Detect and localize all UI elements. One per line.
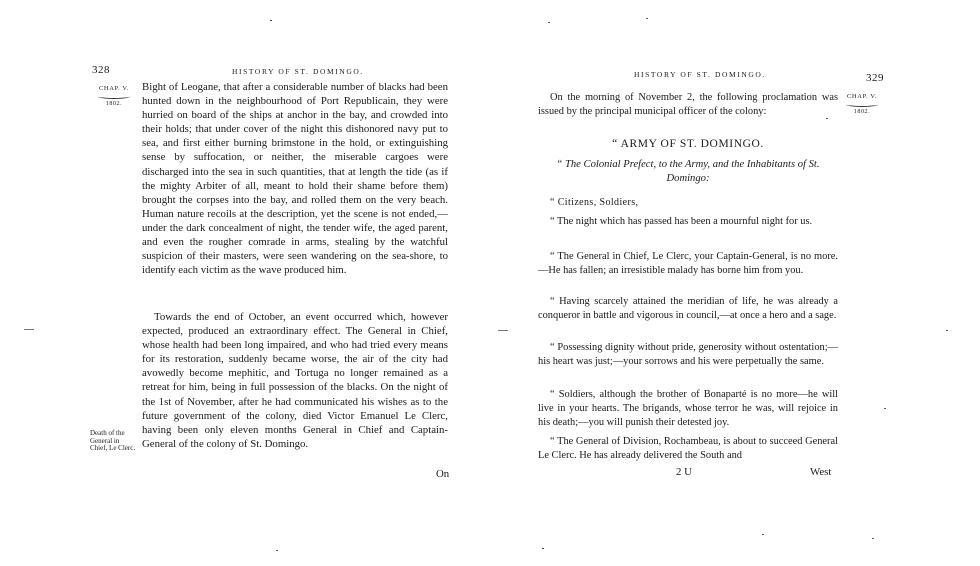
proclamation-heading: “ ARMY OF ST. DOMINGO. (612, 138, 764, 150)
scan-speck (872, 538, 874, 539)
scan-speck (548, 22, 550, 23)
page-number: 328 (92, 64, 110, 76)
catchword: West (810, 466, 832, 478)
scan-speck (646, 18, 648, 19)
side-note: Death of the General in Chief, Le Clerc. (90, 429, 136, 453)
scan-speck (946, 330, 948, 331)
paragraph-2: Towards the end of October, an event occurred which, however expected, produced an extraordinary effect. The General in Chief, whose health had been long impaired, and who had tried every means for its restoration, suddenly became worse, the air of the city had avowedly become mephitic, and Tortuga no longer remained as a retreat for him, being in full possession of the blacks. On the night of the 1st of November, after he had communicated his wishes as to the future government of the colony, died Victor Emanuel Le Clerc, having been only eleven months General in Chief and Captain-General of the colony of St. Domingo. (142, 311, 448, 450)
margin-chapter: CHAP. V. (98, 85, 130, 92)
scan-speck (826, 118, 828, 119)
scan-speck (542, 548, 544, 549)
margin-chapter: CHAP. V. (846, 93, 878, 100)
scan-speck (762, 534, 764, 535)
intro-paragraph: On the morning of November 2, the following proclamation was issued by the principal municipal officer of the colony: (538, 92, 838, 117)
salutation: “ Citizens, Soldiers, (550, 197, 639, 208)
left-page (90, 0, 452, 566)
margin-year: 1802. (853, 109, 871, 115)
margin-year: 1802. (105, 101, 123, 107)
scan-dash (498, 330, 508, 331)
margin-chapter-note (844, 93, 880, 116)
paragraph-1: Bight of Leogane, that after a considerable number of blacks had been hunted down in the neighbourhood of Port Republicain, they were hurried on board of the ships at anchor in the bay, and crowded into their holds; that under cover of the night this dishonored navy put to sea, and first either burning brimstone in the hold, or extinguishing sense by suffocation, or neither, the miserable cargoes were discharged into the sea in such quantities, that at length the tide (as if the mighty Arbiter of all, meant to hold their shame before them) brought the corpses into the bay, and rolled them on the very beach. Human nature recoils at the description, yet the scene is not ended,—under the dark concealment of night, the tender wife, the aged parent, and even the rougher comrade in arms, stealing by the watchful suspicion of their masters, were seen wandering on the sea-shore, to identify each victim as the wave produced him. (142, 81, 448, 277)
running-head: HISTORY OF ST. DOMINGO. (634, 70, 766, 79)
brace-mark (846, 102, 878, 107)
scan-speck (884, 408, 886, 409)
proclamation-para-6: “ The General of Division, Rochambeau, is about to succeed General Le Clerc. He has already delivered the South and (538, 436, 838, 461)
scan-dash (24, 329, 34, 330)
scan-speck (270, 20, 272, 21)
margin-chapter-note (96, 85, 132, 108)
right-page (538, 0, 908, 566)
scan-speck (276, 550, 278, 551)
proclamation-para-2: “ The General in Chief, Le Clerc, your Captain-General, is no more.—He has fallen; an irresistible malady has borne him from you. (538, 251, 838, 276)
proclamation-para-4: “ Possessing dignity without pride, generosity without ostentation;—his heart was just;—your sorrows and his were perpetually the same. (538, 342, 838, 367)
brace-mark (98, 94, 130, 99)
catchword: On (436, 468, 450, 480)
running-head: HISTORY OF ST. DOMINGO. (232, 67, 364, 76)
signature-mark: 2 U (676, 466, 692, 478)
proclamation-para-5: “ Soldiers, although the brother of Bonaparté is no more—he will live in your hearts. The brigands, whose terror he was, will rejoice in his death;—you will punish their detested joy. (538, 389, 838, 428)
proclamation-para-3: “ Having scarcely attained the meridian of life, he was already a conqueror in battle and vigorous in council,—at once a hero and a sage. (538, 296, 838, 321)
proclamation-address: “ The Colonial Prefect, to the Army, and the Inhabitants of St. Domingo: (556, 159, 820, 184)
proclamation-para-1: “ The night which has passed has been a mournful night for us. (550, 216, 813, 227)
page-number: 329 (866, 72, 884, 84)
